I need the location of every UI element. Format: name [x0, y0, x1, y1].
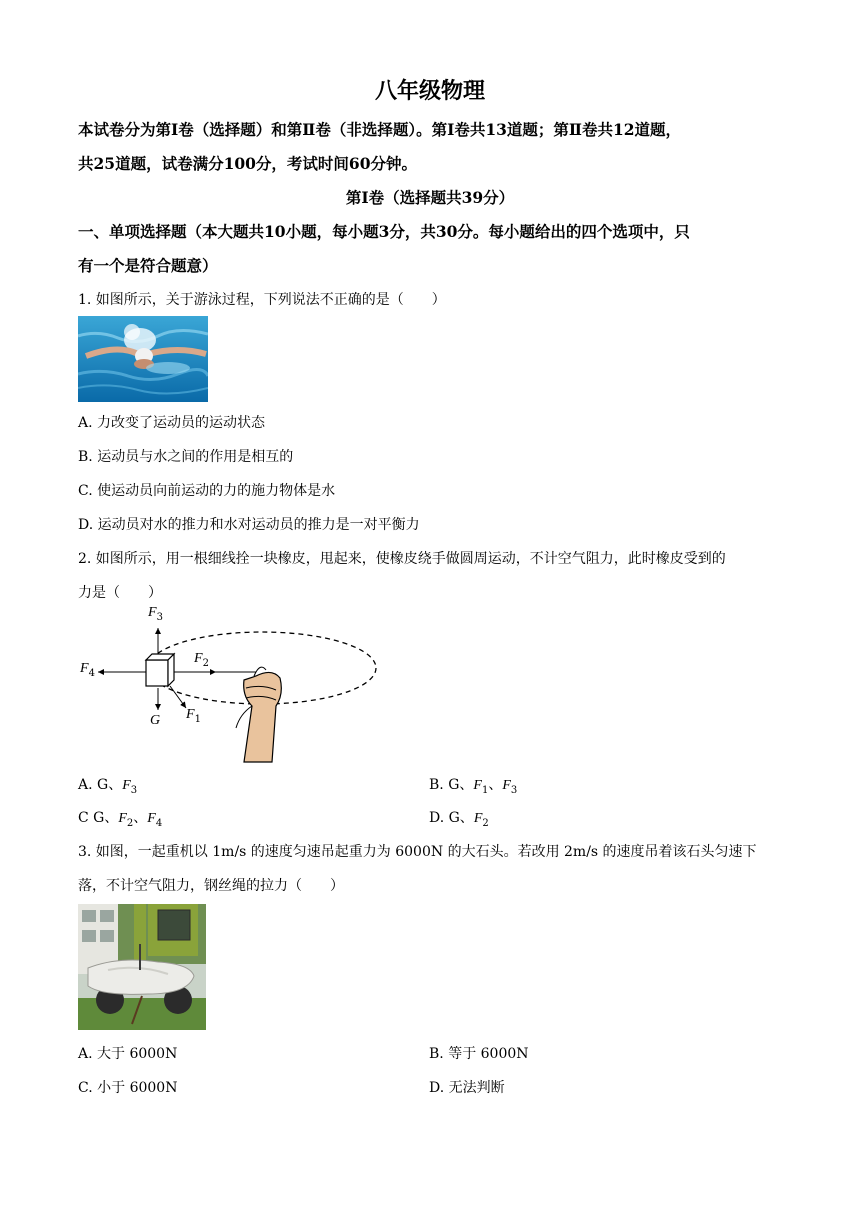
hand-illustration: [236, 667, 281, 762]
q1-option-a: A. 力改变了运动员的运动状态: [78, 415, 266, 431]
q2-option-c: C G、$F_2$、$F_4$: [78, 810, 163, 829]
q3-option-c: C. 小于 6000N: [78, 1080, 178, 1096]
q3-option-b: B. 等于 6000N: [429, 1046, 529, 1062]
force-diagram: [76, 602, 386, 768]
q2-stem-line-1: 2. 如图所示，用一根细线拴一块橡皮，甩起来，使橡皮绕手做圆周运动，不计空气阻力，此时橡皮受到的: [78, 551, 726, 567]
q3-option-a: A. 大于 6000N: [78, 1046, 178, 1062]
q3-option-d: D. 无法判断: [429, 1080, 505, 1096]
page-title: 八年级物理: [374, 78, 485, 104]
q1-option-c: C. 使运动员向前运动的力的施力物体是水: [78, 483, 336, 499]
label-f3: $F_3$: [148, 605, 163, 623]
arrow-f1: [170, 686, 186, 708]
label-f4: $F_4$: [80, 661, 95, 679]
eraser-block: [146, 654, 174, 686]
q3-stem-line-2: 落，不计空气阻力，钢丝绳的拉力（ ）: [78, 878, 344, 894]
q2-option-d: D. G、$F_2$: [429, 810, 489, 829]
crane-photo: [78, 904, 206, 1030]
swimmer-photo: [78, 316, 208, 402]
label-f2: $F_2$: [194, 651, 209, 669]
section-title: 第Ⅰ卷（选择题共39分）: [345, 188, 515, 207]
label-g: G: [150, 713, 161, 728]
q2-stem-line-2: 力是（ ）: [78, 585, 162, 601]
q2-option-a: A. G、$F_3$: [78, 777, 138, 796]
label-f1: $F_1$: [186, 707, 201, 725]
intro-line-2: 共25道题，试卷满分100分，考试时间60分钟。: [78, 154, 417, 173]
q3-stem-line-1: 3. 如图，一起重机以 1m/s 的速度匀速吊起重力为 6000N 的大石头。若改用 2m/s 的速度吊着该石头匀速下: [78, 844, 757, 860]
q1-stem: 1. 如图所示，关于游泳过程，下列说法不正确的是（ ）: [78, 292, 446, 308]
q2-option-b: B. G、$F_1$、$F_3$: [429, 777, 518, 796]
q1-option-b: B. 运动员与水之间的作用是相互的: [78, 449, 294, 465]
q1-option-d: D. 运动员对水的推力和水对运动员的推力是一对平衡力: [78, 517, 420, 533]
part1-instruction-line-1: 一、单项选择题（本大题共10小题，每小题3分，共30分。每小题给出的四个选项中，只: [78, 222, 690, 241]
intro-line-1: 本试卷分为第Ⅰ卷（选择题）和第Ⅱ卷（非选择题）。第Ⅰ卷共13道题；第Ⅱ卷共12道题，: [78, 120, 682, 139]
part1-instruction-line-2: 有一个是符合题意）: [78, 256, 218, 275]
